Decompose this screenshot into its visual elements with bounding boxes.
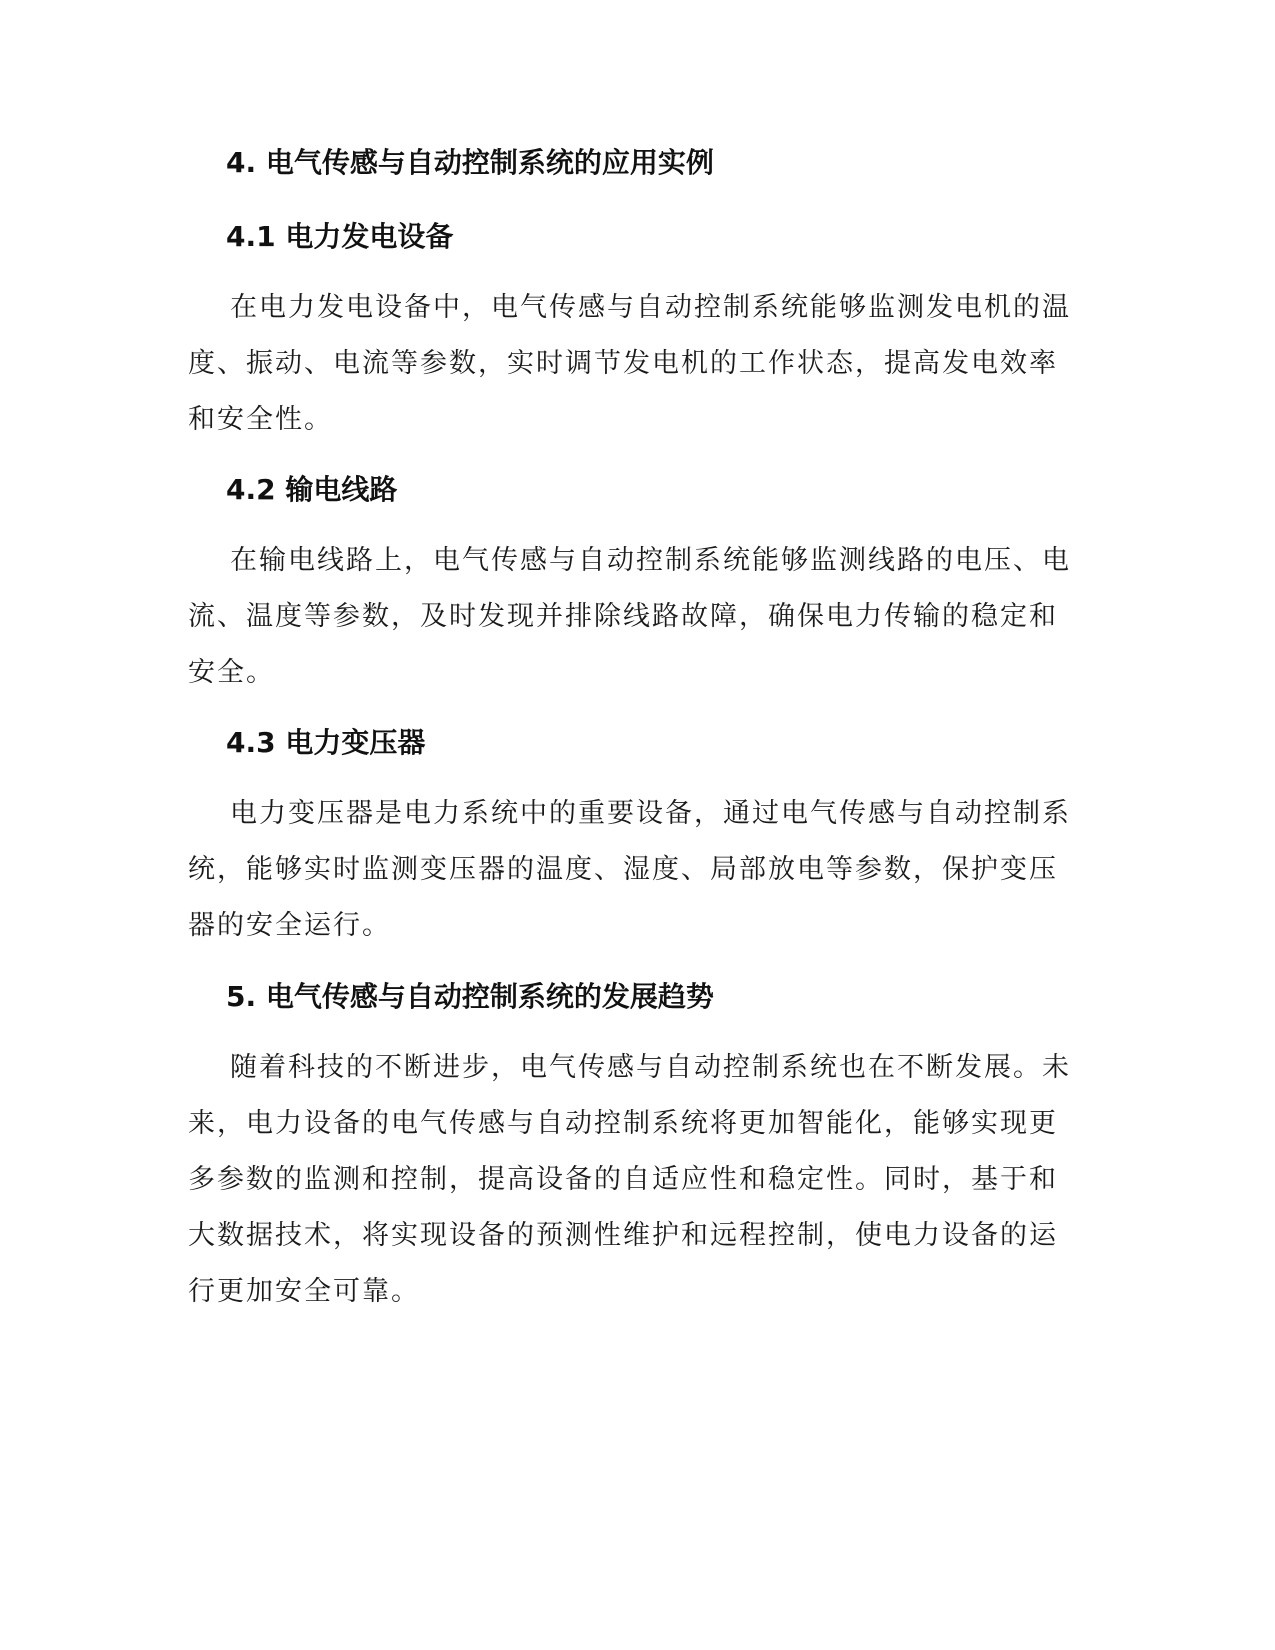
paragraph-line: 流、温度等参数，及时发现并排除线路故障，确保电力传输的稳定和 [188,601,1058,632]
paragraph-line: 随着科技的不断进步，电气传感与自动控制系统也在不断发展。未 [230,1052,1071,1083]
paragraph-development-trends [188,1040,1071,1320]
paragraph-line: 安全。 [188,657,275,688]
paragraph-line: 在输电线路上，电气传感与自动控制系统能够监测线路的电压、电 [230,545,1071,576]
section-heading-4-2: 4.2 输电线路 [226,473,398,506]
paragraph-line: 电力变压器是电力系统中的重要设备，通过电气传感与自动控制系 [230,798,1071,829]
paragraph-line: 和安全性。 [188,404,333,435]
paragraph-line: 行更加安全可靠。 [188,1276,420,1307]
paragraph-line: 器的安全运行。 [188,910,391,941]
section-heading-5: 5. 电气传感与自动控制系统的发展趋势 [226,980,714,1013]
section-heading-4: 4. 电气传感与自动控制系统的应用实例 [226,146,714,179]
paragraph-line: 在电力发电设备中，电气传感与自动控制系统能够监测发电机的温 [230,292,1071,323]
section-heading-4-3: 4.3 电力变压器 [226,726,426,759]
paragraph-line: 多参数的监测和控制，提高设备的自适应性和稳定性。同时，基于和 [188,1164,1058,1195]
paragraph-transformers [188,786,1071,954]
paragraph-transmission-lines [188,533,1071,701]
paragraph-line: 来，电力设备的电气传感与自动控制系统将更加智能化，能够实现更 [188,1108,1058,1139]
paragraph-line: 度、振动、电流等参数，实时调节发电机的工作状态，提高发电效率 [188,348,1058,379]
paragraph-line: 大数据技术，将实现设备的预测性维护和远程控制，使电力设备的运 [188,1220,1058,1251]
paragraph-line: 统，能够实时监测变压器的温度、湿度、局部放电等参数，保护变压 [188,854,1058,885]
section-heading-4-1: 4.1 电力发电设备 [226,220,454,253]
paragraph-power-generation [188,280,1071,448]
